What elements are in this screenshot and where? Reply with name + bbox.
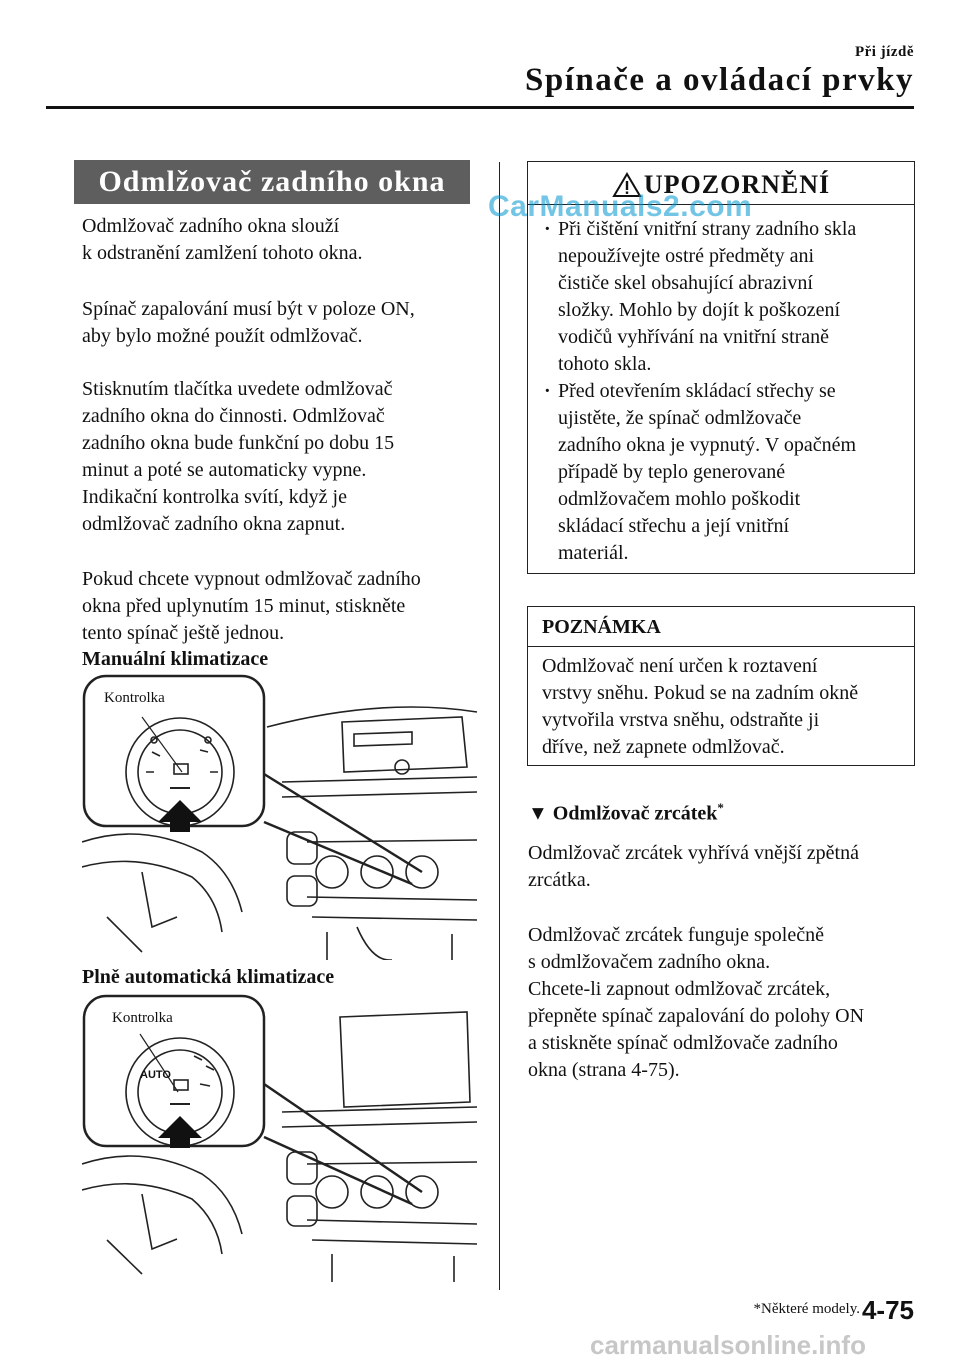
auto-climate-illustration: [82, 992, 482, 1282]
figure-1-title: Manuální klimatizace: [82, 648, 269, 670]
mirror-paragraph-1: Odmlžovač zrcátek vyhřívá vnější zpětná zrcátka.: [528, 842, 859, 891]
page-title: Spínače a ovládací prvky: [525, 62, 914, 98]
intro-paragraph: Odmlžovač zadního okna slouží k odstranění zamlžení tohoto okna.: [82, 215, 363, 264]
note-box: [527, 606, 915, 766]
figure-2-title: Plně automatická klimatizace: [82, 966, 335, 988]
mirror-paragraph-2: Odmlžovač zrcátek funguje společně s odmlžovačem zadního okna. Chcete-li zapnout odmlžovač zrcátek, přepněte spínač zapalování do polohy ON a stiskněte spínač odmlžovače zadního okna (strana 4-75).: [528, 924, 865, 1081]
site-watermark: carmanualsonline.info: [590, 1330, 866, 1360]
operation-paragraph: Stisknutím tlačítka uvedete odmlžovač zadního okna do činnosti. Odmlžovač zadního okna bude funkční po dobu 15 minut a poté se automaticky vypne. Indikační kontrolka svítí, když je odmlžovač zadního okna zapnut.: [82, 378, 395, 535]
indicator-label: Kontrolka: [112, 1010, 173, 1026]
auto-label: AUTO: [140, 1069, 171, 1081]
mirror-heading: [528, 800, 724, 826]
header-rule: [46, 106, 914, 109]
footnote-mark: *: [717, 800, 724, 815]
footnote: *Některé modely.: [753, 1301, 860, 1317]
switch-off-paragraph: Pokud chcete vypnout odmlžovač zadního okna před uplynutím 15 minut, stiskněte tento spínač ještě jednou.: [82, 568, 421, 644]
page-number: 4-75: [861, 1295, 914, 1325]
warning-title: UPOZORNĚNÍ: [643, 170, 831, 200]
warning-item: · Před otevřením skládací střechy se ujistěte, že spínač odmlžovače zadního okna je vypnutý. V opačném případě by teplo generované odmlžovačem mohlo poškodit skládací střechu a její vnitřní materiál.: [544, 378, 906, 567]
mirror-heading-text: ▼ Odmlžovač zrcátek: [528, 802, 718, 825]
section-label: Při jízdě: [854, 44, 914, 60]
figure-manual-climate: [82, 672, 482, 960]
manual-climate-illustration: [82, 672, 482, 960]
note-text: Odmlžovač není určen k roztavení vrstvy sněhu. Pokud se na zadním okně vytvořila vrstva sněhu, odstraňte ji dříve, než zapnete odmlžovač.: [542, 655, 859, 758]
figure-auto-climate: [82, 992, 482, 1282]
warning-item: · Při čištění vnitřní strany zadního skla nepoužívejte ostré předměty ani čističe skel obsahující abrazivní složky. Mohlo by dojít k poškození vodičů vyhřívání na vnitřní straně tohoto skla.: [544, 216, 906, 378]
watermark: CarManuals2.com: [488, 190, 753, 223]
section-banner: Odmlžovač zadního okna: [74, 160, 470, 204]
column-divider: [499, 162, 500, 1290]
ignition-paragraph: Spínač zapalování musí být v poloze ON, aby bylo možné použít odmlžovač.: [82, 298, 415, 347]
note-title: POZNÁMKA: [528, 607, 914, 647]
indicator-label: Kontrolka: [104, 690, 165, 706]
